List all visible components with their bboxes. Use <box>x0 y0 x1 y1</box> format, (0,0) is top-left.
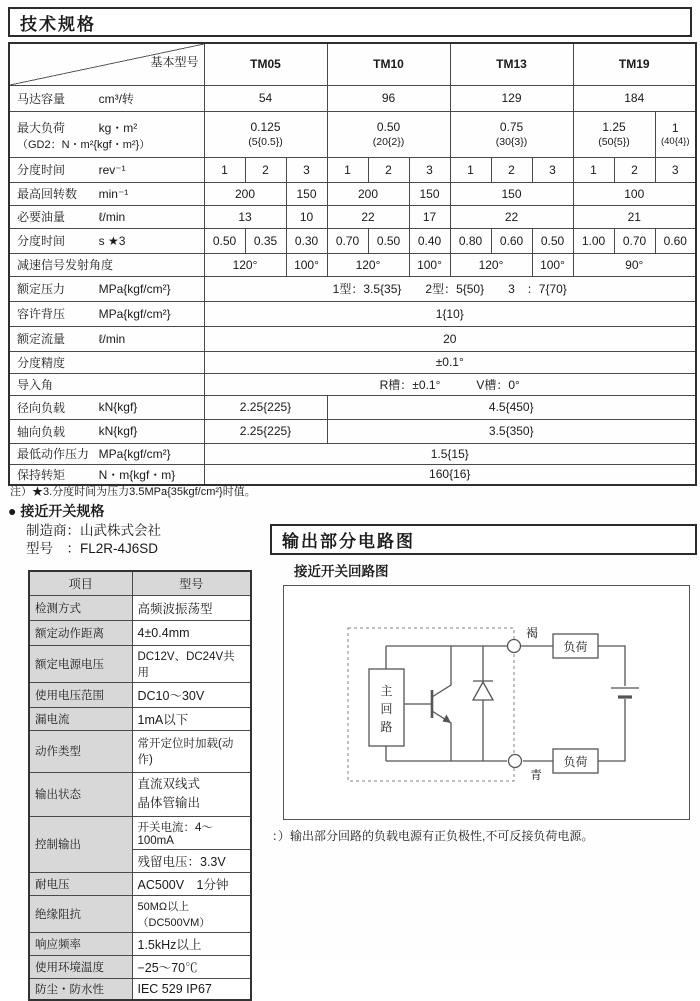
spec-cell: 0.35 <box>245 228 286 253</box>
row-label <box>9 464 204 485</box>
spec-cell: 120° <box>327 253 409 276</box>
row-label <box>9 351 204 373</box>
row-unit: N・m{kgf・m} <box>98 467 176 482</box>
spec-header-row <box>9 43 696 85</box>
max-load-value: 1 <box>671 120 679 135</box>
prox-item: 使用电压范围 <box>29 682 132 707</box>
model-line: 型号 ：FL2R-4J6SD <box>26 541 159 556</box>
prox-value: DC12V、DC24V共用 <box>132 645 251 682</box>
prox-item: 使用环境温度 <box>29 955 132 978</box>
spec-cell: 0.30 <box>286 228 327 253</box>
prox-value: 1mA以下 <box>132 707 251 730</box>
prox-item: 动作类型 <box>29 730 132 772</box>
row-unit: kg・m² <box>98 121 138 135</box>
spec-cell: 100° <box>532 253 573 276</box>
row-max-load <box>9 111 696 157</box>
max-load-sub: (30{3}) <box>495 136 528 148</box>
prox-value: DC10～30V <box>132 682 251 707</box>
spec-cell: 0.60 <box>491 228 532 253</box>
spec-table <box>8 42 697 486</box>
wire <box>598 699 625 761</box>
spec-cell: 10 <box>286 205 327 228</box>
spec-cell: 21 <box>573 205 696 228</box>
spec-cell <box>327 111 450 157</box>
prox-row <box>29 978 251 1000</box>
spec-cell: 17 <box>409 205 450 228</box>
row-label <box>9 373 204 395</box>
spec-cell: 100° <box>286 253 327 276</box>
load-top-label: 负荷 <box>563 639 588 654</box>
diode-triangle <box>473 682 493 700</box>
row-oil-required <box>9 205 696 228</box>
row-lead-in-angle <box>9 373 696 395</box>
row-axial-load <box>9 419 696 443</box>
row-name: 最高回转数 <box>17 187 78 201</box>
spec-cell: 13 <box>204 205 286 228</box>
proximity-title-text: 接近开关规格 <box>20 503 105 519</box>
row-unit: MPa{kgf/cm²} <box>98 281 171 296</box>
row-max-speed <box>9 182 696 205</box>
row-unit: min⁻¹ <box>98 186 129 201</box>
max-load-value: 0.50 <box>376 119 401 134</box>
spec-cell: 100 <box>573 182 696 205</box>
row-unit: cm³/转 <box>98 91 134 106</box>
prox-row <box>29 872 251 895</box>
row-name: 保持转矩 <box>17 467 66 482</box>
spec-cell: 200 <box>327 182 409 205</box>
prox-value: IEC 529 IP67 <box>132 978 251 1000</box>
spec-cell: 3 <box>532 157 573 182</box>
proximity-section-title <box>8 501 104 521</box>
row-unit: MPa{kgf/cm²} <box>98 446 171 461</box>
spec-cell: 150 <box>286 182 327 205</box>
model-tm13: TM13 <box>450 43 573 85</box>
spec-cell: 1 <box>204 157 245 182</box>
prox-item: 控制输出 <box>29 816 132 872</box>
spec-cell: 1.5{15} <box>204 443 696 464</box>
spec-cell: 4.5{450} <box>327 395 696 419</box>
prox-item: 耐电压 <box>29 872 132 895</box>
spec-corner-cell <box>9 43 204 85</box>
max-load-sub: (5{0.5}) <box>248 136 283 148</box>
row-label <box>9 157 204 182</box>
circuit-schematic <box>284 586 691 821</box>
spec-cell: 1 <box>450 157 491 182</box>
prox-row <box>29 772 251 816</box>
prox-item: 输出状态 <box>29 772 132 816</box>
brown-wire-label: 褐 <box>525 625 538 640</box>
model-tm10: TM10 <box>327 43 450 85</box>
row-name: 分度时间 <box>17 234 66 248</box>
bullet-icon: ● <box>8 503 21 519</box>
model-tm19: TM19 <box>573 43 696 85</box>
prox-value: 50MΩ以上（DC500VM） <box>132 895 251 932</box>
prox-item: 响应频率 <box>29 932 132 955</box>
prox-value: 常开定位时加载(动作) <box>132 730 251 772</box>
model-tm05: TM05 <box>204 43 327 85</box>
prox-item: 防尘・防水性 <box>29 978 132 1000</box>
terminal-brown <box>508 640 521 653</box>
row-name: 径向负载 <box>17 400 66 415</box>
spec-cell: 96 <box>327 85 450 111</box>
max-load-sub: (50{5}) <box>598 136 630 148</box>
row-index-count <box>9 157 696 182</box>
prox-row <box>29 595 251 620</box>
row-motor-capacity <box>9 85 696 111</box>
page-title: 技术规格 <box>8 7 692 37</box>
spec-footnote: 注）★3.分度时间为压力3.5MPa{35kgf/cm²}时值。 <box>10 486 256 498</box>
row-unit: MPa{kgf/cm²} <box>98 306 171 321</box>
row-label <box>9 182 204 205</box>
row-unit: kN{kgf} <box>98 424 138 438</box>
max-load-sub: (20{2}) <box>372 136 405 148</box>
prox-row <box>29 932 251 955</box>
row-name: 容许背压 <box>17 307 66 321</box>
row-name: 最大负荷 <box>17 121 66 135</box>
spec-cell: 22 <box>450 205 573 228</box>
max-load-sub: (40{4}) <box>660 135 690 147</box>
spec-cell: 0.60 <box>655 228 696 253</box>
transistor-collector <box>432 646 451 697</box>
row-rated-flow <box>9 326 696 351</box>
prox-item: 额定动作距离 <box>29 620 132 645</box>
prox-header-model: 型号 <box>132 571 251 595</box>
corner-label: 基本型号 <box>150 55 199 69</box>
row-unit: ℓ/min <box>98 331 126 346</box>
spec-cell: 120° <box>204 253 286 276</box>
prox-row <box>29 707 251 730</box>
blue-wire-label: 青 <box>529 767 542 782</box>
row-name: 轴向负载 <box>17 424 66 439</box>
max-load-value: 1.25 <box>602 119 626 134</box>
row-name: 最低动作压力 <box>17 447 90 461</box>
prox-row <box>29 645 251 682</box>
row-label <box>9 111 204 157</box>
row-name: 导入角 <box>17 377 54 392</box>
spec-cell: 2 <box>491 157 532 182</box>
row-rated-pressure <box>9 276 696 301</box>
row-name-line2: （GD2：N・m²{kgf・m²}） <box>17 139 151 151</box>
spec-cell <box>573 111 655 157</box>
prox-value: −25～70℃ <box>132 955 251 978</box>
prox-row <box>29 730 251 772</box>
spec-cell: 1 <box>573 157 614 182</box>
spec-cell: 100° <box>409 253 450 276</box>
prox-row <box>29 682 251 707</box>
max-load-value: 0.75 <box>499 119 524 134</box>
circuit-diagram <box>283 585 690 820</box>
max-load-value: 0.125 <box>250 119 281 134</box>
row-radial-load <box>9 395 696 419</box>
spec-cell: 0.40 <box>409 228 450 253</box>
prox-value-line1: 直流双线式 <box>137 777 201 792</box>
prox-row <box>29 895 251 932</box>
spec-cell: 184 <box>573 85 696 111</box>
spec-cell: 2.25{225} <box>204 419 327 443</box>
prox-value: 开关电流：4～100mA <box>132 816 251 849</box>
row-name: 马达容量 <box>17 91 66 106</box>
row-label <box>9 205 204 228</box>
spec-cell: 0.70 <box>614 228 655 253</box>
prox-item: 漏电流 <box>29 707 132 730</box>
row-name: 分度精度 <box>17 355 66 370</box>
row-name: 额定压力 <box>17 282 66 296</box>
spec-cell: ±0.1° <box>204 351 696 373</box>
prox-value: 4±0.4mm <box>132 620 251 645</box>
proximity-table <box>28 570 252 1001</box>
spec-cell: 1.00 <box>573 228 614 253</box>
main-circuit-text: 主回路 <box>380 684 393 734</box>
row-name: 减速信号发射角度 <box>17 258 114 272</box>
manufacturer-line: 制造商：山武株式会社 <box>26 523 161 538</box>
row-label <box>9 326 204 351</box>
row-name: 必要油量 <box>17 210 66 224</box>
spec-cell: 120° <box>450 253 532 276</box>
spec-cell: 3 <box>286 157 327 182</box>
wire <box>598 646 625 686</box>
terminal-blue <box>509 755 522 768</box>
spec-cell: 22 <box>327 205 409 228</box>
spec-cell <box>450 111 573 157</box>
row-unit: s ★3 <box>98 233 126 248</box>
spec-cell: 2 <box>245 157 286 182</box>
spec-cell: 0.50 <box>368 228 409 253</box>
spec-cell: 3.5{350} <box>327 419 696 443</box>
spec-cell: 0.70 <box>327 228 368 253</box>
prox-value-line2: 晶体管输出 <box>137 796 201 810</box>
row-label <box>9 443 204 464</box>
prox-row <box>29 620 251 645</box>
spec-cell: 150 <box>450 182 573 205</box>
prox-value <box>132 772 251 816</box>
row-label <box>9 228 204 253</box>
prox-item: 额定电源电压 <box>29 645 132 682</box>
prox-item: 检测方式 <box>29 595 132 620</box>
spec-cell: 1{10} <box>204 301 696 326</box>
spec-cell: 2.25{225} <box>204 395 327 419</box>
circuit-note: ：）输出部分回路的负载电源有正负极性,不可反接负荷电源。 <box>272 829 594 843</box>
spec-cell: 200 <box>204 182 286 205</box>
spec-cell <box>655 111 696 157</box>
spec-cell: 0.50 <box>204 228 245 253</box>
load-bottom-label: 负荷 <box>563 754 588 769</box>
row-back-pressure <box>9 301 696 326</box>
spec-cell: 1型：3.5{35} 2型：5{50} 3 ：7{70} <box>204 276 696 301</box>
prox-value: 残留电压：3.3V <box>132 849 251 872</box>
circuit-subtitle: 接近开关回路图 <box>294 564 389 579</box>
prox-header-item: 项目 <box>29 571 132 595</box>
row-index-accuracy <box>9 351 696 373</box>
prox-value: 高频波振荡型 <box>132 595 251 620</box>
row-unit: ℓ/min <box>98 209 126 224</box>
row-unit: rev⁻¹ <box>98 162 126 177</box>
row-min-pressure <box>9 443 696 464</box>
row-label <box>9 276 204 301</box>
spec-cell: 2 <box>368 157 409 182</box>
row-label <box>9 301 204 326</box>
spec-cell: 0.50 <box>532 228 573 253</box>
spec-cell <box>204 111 327 157</box>
spec-cell: 0.80 <box>450 228 491 253</box>
spec-cell: 3 <box>409 157 450 182</box>
spec-cell: 129 <box>450 85 573 111</box>
row-index-time <box>9 228 696 253</box>
row-label <box>9 253 204 276</box>
prox-item: 绝缘阻抗 <box>29 895 132 932</box>
spec-cell: 150 <box>409 182 450 205</box>
spec-cell: 1 <box>327 157 368 182</box>
spec-cell: R槽：±0.1° V槽：0° <box>204 373 696 395</box>
spec-cell: 90° <box>573 253 696 276</box>
circuit-section-title: 输出部分电路图 <box>270 524 697 555</box>
prox-value: 1.5kHz以上 <box>132 932 251 955</box>
prox-value: AC500V 1分钟 <box>132 872 251 895</box>
row-label <box>9 85 204 111</box>
spec-cell: 54 <box>204 85 327 111</box>
prox-row <box>29 816 251 849</box>
row-unit: kN{kgf} <box>98 400 138 414</box>
spec-cell: 160{16} <box>204 464 696 485</box>
main-circuit-label <box>370 681 403 737</box>
row-name: 分度时间 <box>17 163 66 177</box>
row-label <box>9 395 204 419</box>
row-decel-angle <box>9 253 696 276</box>
spec-cell: 3 <box>655 157 696 182</box>
prox-row <box>29 955 251 978</box>
spec-cell: 20 <box>204 326 696 351</box>
row-holding-torque <box>9 464 696 485</box>
row-label <box>9 419 204 443</box>
prox-header-row <box>29 571 251 595</box>
row-name: 额定流量 <box>17 332 66 346</box>
spec-cell: 2 <box>614 157 655 182</box>
